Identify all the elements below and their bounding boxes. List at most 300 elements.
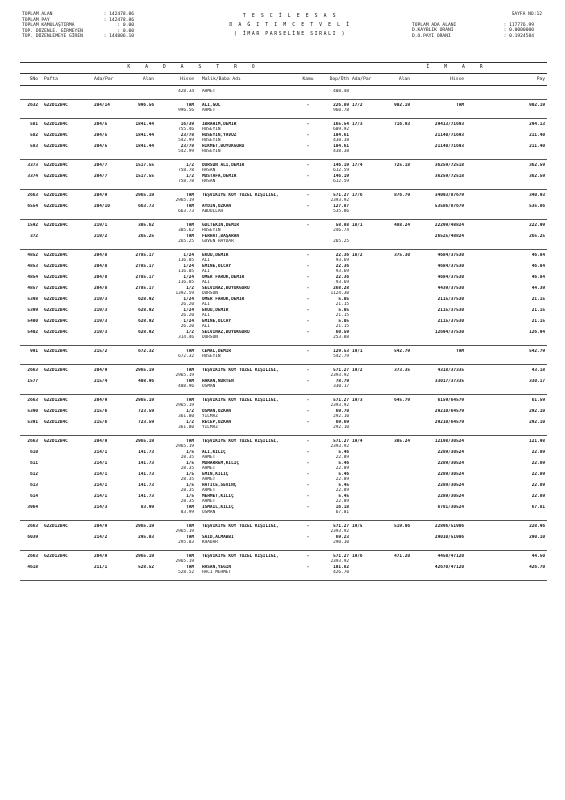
cell-hisse: TAM bbox=[186, 102, 194, 108]
cell-malik: HASAN bbox=[202, 179, 216, 184]
cell-sno bbox=[20, 108, 40, 114]
cell-hisse: 428.34 bbox=[178, 89, 194, 94]
cell-malik: AHMET bbox=[202, 108, 216, 113]
cell-alan bbox=[124, 108, 154, 114]
cell-pafta: G22D12B4C bbox=[44, 367, 68, 373]
cell-alan bbox=[124, 149, 154, 155]
cell-dop: 58.88 bbox=[335, 222, 349, 228]
cell-pafta: G22D12B4C bbox=[44, 222, 68, 228]
cell-sno: 612 bbox=[30, 471, 38, 477]
cell-dop: 571.27 bbox=[333, 553, 349, 559]
cell-iadapar: 17/4 bbox=[352, 162, 363, 168]
cell-hisse: 1/24 bbox=[183, 263, 194, 269]
cell-sno bbox=[20, 239, 40, 245]
cell-dop: 69.70 bbox=[335, 408, 349, 414]
cell-pay bbox=[464, 384, 547, 390]
cell-dop: 22.36 bbox=[335, 252, 349, 258]
cell-dop: 22.36 bbox=[335, 274, 349, 280]
cell-ihisse: 2289/30524 bbox=[437, 449, 464, 455]
cell-dop: 146.19 bbox=[333, 162, 349, 168]
cell-sno: 3374 bbox=[27, 173, 38, 179]
cell-iadapar bbox=[349, 570, 380, 576]
cell-alan: 723.59 bbox=[138, 408, 154, 414]
cell-pay: 21.15 bbox=[531, 307, 545, 313]
cell-alan: 2785.17 bbox=[135, 263, 154, 269]
cell-adapar bbox=[94, 89, 124, 95]
cell-hisse: 28.35 bbox=[180, 488, 194, 493]
cell-adapar: 219/3 bbox=[94, 296, 108, 302]
cell-malik: DURSUN ALİ,DEMİR bbox=[202, 162, 245, 168]
cell-sno: 5402 bbox=[27, 329, 38, 335]
cell-alan: 2965.19 bbox=[135, 523, 154, 529]
cell-pay bbox=[464, 354, 547, 360]
cell-pafta: G22D12B4C bbox=[44, 296, 68, 302]
cell-pay: 67.81 bbox=[531, 504, 545, 510]
cell-alan: 628.92 bbox=[138, 318, 154, 324]
col-imar-ada-par: Ada/Par bbox=[352, 77, 372, 82]
cell-pay: 44.50 bbox=[531, 553, 545, 559]
cell-pay bbox=[464, 89, 547, 95]
total-label: TOPLAM ALAN bbox=[22, 12, 53, 17]
cell-hisse: 23/78 bbox=[180, 143, 194, 149]
cell-dop: 268.28 bbox=[333, 285, 349, 291]
cell-dop: 292.10 bbox=[333, 414, 349, 419]
cell-pafta: G22D12B4C bbox=[44, 285, 68, 291]
cell-alan: 1841.44 bbox=[135, 121, 154, 127]
cell-malik: AHMET bbox=[202, 89, 216, 94]
cell-ialan bbox=[380, 425, 410, 431]
cell-malik: EMİNE,OLCAY bbox=[202, 263, 232, 269]
cell-malik: HASAN bbox=[202, 168, 216, 173]
cell-dop: 265.25 bbox=[333, 239, 349, 244]
cell-dop: 22.89 bbox=[335, 466, 349, 471]
cell-dop: 5.46 bbox=[338, 471, 349, 477]
cell-adapar: 219/1 bbox=[94, 222, 108, 228]
cell-ihisse bbox=[410, 384, 464, 390]
cell-malik: YILMAZ bbox=[202, 425, 218, 430]
cell-pafta: G22D12B4C bbox=[44, 523, 68, 529]
cell-ihisse bbox=[410, 335, 464, 341]
cell-dop: 253.88 bbox=[333, 335, 349, 340]
cell-pafta bbox=[40, 384, 94, 390]
cell-malik: ABDULLAH bbox=[202, 209, 224, 214]
cell-pay: 43.18 bbox=[531, 367, 545, 373]
cell-iadapar bbox=[349, 510, 380, 516]
cell-ihisse: 12198/30524 bbox=[434, 438, 464, 444]
cell-sno: 4618 bbox=[27, 564, 38, 570]
cell-hisse: 16/39 bbox=[180, 121, 194, 127]
cell-dop: 571.27 bbox=[333, 438, 349, 444]
cell-iadapar: 19/2 bbox=[352, 367, 363, 373]
cell-pay: 362.59 bbox=[529, 173, 545, 179]
cell-ialan: 519.06 bbox=[394, 523, 410, 529]
cell-alan: 2965.19 bbox=[135, 192, 154, 198]
cell-hisse: TAM bbox=[186, 438, 194, 444]
cell-dop: 146.19 bbox=[333, 173, 349, 179]
cell-ihisse: 21140/71693 bbox=[434, 132, 464, 138]
cell-hisse: 26.20 bbox=[180, 313, 194, 318]
cell-pafta: G22D12B4C bbox=[44, 102, 68, 108]
total-label: TOPLAM PAY bbox=[22, 17, 50, 23]
cell-dop: 571.27 bbox=[333, 523, 349, 529]
cell-kasa bbox=[297, 570, 319, 576]
cell-malik: ALİ bbox=[202, 302, 210, 307]
cell-dop: 16.18 bbox=[335, 504, 349, 510]
cell-hisse: TAM bbox=[186, 534, 194, 540]
cell-hisse: 295.03 bbox=[178, 540, 194, 545]
cell-dop: 426.70 bbox=[333, 570, 349, 575]
cell-adapar: 204/10 bbox=[94, 203, 110, 209]
cell-pay bbox=[464, 179, 547, 185]
cell-pay: 121.98 bbox=[529, 438, 545, 444]
cell-malik: ALİ bbox=[202, 258, 210, 263]
cell-pafta bbox=[40, 510, 94, 516]
cell-hisse: 758.78 bbox=[178, 168, 194, 173]
cell-kasa: - bbox=[306, 449, 310, 455]
cell-hisse: 1/2 bbox=[186, 419, 194, 425]
cell-dop: 104.61 bbox=[333, 132, 349, 138]
cell-adapar: 204/9 bbox=[94, 367, 108, 373]
cell-ihisse: 21140/71693 bbox=[434, 143, 464, 149]
cell-hisse: 1/24 bbox=[183, 318, 194, 324]
cell-kasa bbox=[297, 335, 319, 341]
cell-dop: 60.59 bbox=[335, 329, 349, 335]
cell-malik: ALİ,GÜL bbox=[202, 102, 221, 108]
cell-ihisse: 4684/37530 bbox=[437, 263, 464, 269]
cell-ihisse: 53586/87679 bbox=[434, 203, 464, 209]
cell-kasa: - bbox=[306, 252, 310, 258]
cell-hisse: 1/24 bbox=[183, 252, 194, 258]
cell-kasa: - bbox=[306, 143, 310, 149]
cell-pay: 22.89 bbox=[531, 449, 545, 455]
cell-adapar bbox=[94, 570, 124, 576]
cell-kasa: - bbox=[306, 438, 310, 444]
cell-dop: 438.38 bbox=[333, 149, 349, 154]
cell-hisse: 83.99 bbox=[180, 510, 194, 515]
cell-pafta bbox=[40, 335, 94, 341]
cell-kasa: - bbox=[306, 203, 310, 209]
cell-ihisse: 6781/30524 bbox=[437, 504, 464, 510]
cell-hisse: 2965.19 bbox=[175, 529, 194, 534]
cell-dop: 22.89 bbox=[335, 499, 349, 504]
cell-pay: 22.89 bbox=[531, 471, 545, 477]
total-label: TOP. DÜZENLEMEYE GİREN bbox=[22, 34, 83, 40]
cell-pafta: G22D12B4C bbox=[44, 263, 68, 269]
cell-iadapar bbox=[349, 239, 380, 245]
cell-ihisse bbox=[410, 540, 464, 546]
cell-alan: 663.73 bbox=[138, 203, 154, 209]
cell-alan: 2785.17 bbox=[135, 252, 154, 258]
cell-sno: 6554 bbox=[27, 203, 38, 209]
cell-pay: 902.19 bbox=[529, 102, 545, 108]
cell-alan bbox=[124, 384, 154, 390]
cell-ihisse: 29210/64579 bbox=[434, 419, 464, 425]
kadastro-heading: K A D A S T R O bbox=[127, 65, 261, 70]
cell-hisse: 2965.19 bbox=[175, 198, 194, 203]
cell-alan bbox=[124, 179, 154, 185]
cell-sno bbox=[20, 354, 40, 360]
cell-iadapar: 18/1 bbox=[352, 222, 363, 228]
cell-ihisse: 4684/37530 bbox=[437, 274, 464, 280]
cell-malik: MUSTAFA,DEMİR bbox=[202, 173, 237, 179]
cell-hisse: 408.96 bbox=[178, 384, 194, 389]
cell-kasa: - bbox=[306, 471, 310, 477]
cell-hisse: 2965.19 bbox=[175, 444, 194, 449]
cell-pay: 228.96 bbox=[529, 523, 545, 529]
cell-pafta bbox=[40, 570, 94, 576]
table-row bbox=[20, 425, 547, 431]
cell-pafta bbox=[40, 239, 94, 245]
cell-kasa: - bbox=[306, 378, 310, 384]
cell-alan: 1517.55 bbox=[135, 162, 154, 168]
col-kamu: Kamu bbox=[302, 77, 314, 82]
cell-kasa: - bbox=[306, 162, 310, 168]
cell-dop: 246.74 bbox=[333, 228, 349, 233]
cell-hisse: 542.99 bbox=[178, 149, 194, 154]
cell-dop: 5.46 bbox=[338, 460, 349, 466]
ratio-value: : 117776.99 bbox=[503, 22, 534, 28]
cell-ihisse: 36259/72518 bbox=[434, 173, 464, 179]
cell-sno: 372 bbox=[30, 233, 38, 239]
cell-malik: OSMAN,ÖZKAN bbox=[202, 408, 232, 414]
cell-sno: 6039 bbox=[27, 534, 38, 540]
cell-adapar: 204/7 bbox=[94, 173, 108, 179]
cell-pay: 21.15 bbox=[531, 318, 545, 324]
cell-pay bbox=[464, 510, 547, 516]
cell-kasa bbox=[297, 239, 319, 245]
cell-iadapar bbox=[349, 354, 380, 360]
cell-ialan: 716.93 bbox=[394, 121, 410, 127]
cell-malik: YILMAZ bbox=[202, 414, 218, 419]
cell-ialan bbox=[380, 354, 410, 360]
cell-dop: 101.82 bbox=[333, 564, 349, 570]
cell-hisse: 26.20 bbox=[180, 324, 194, 329]
cell-pay: 222.99 bbox=[529, 222, 545, 228]
cell-alan bbox=[124, 354, 154, 360]
cell-ihisse bbox=[410, 108, 464, 114]
cell-pay: 535.86 bbox=[529, 203, 545, 209]
cell-adapar: 219/3 bbox=[94, 318, 108, 324]
cell-ihisse bbox=[410, 149, 464, 155]
cell-ihisse: 2115/37530 bbox=[437, 318, 464, 324]
cell-hisse: 672.32 bbox=[178, 354, 194, 359]
cell-malik: İBRAHİM,DEMİR bbox=[202, 121, 237, 127]
col-sno: SNo bbox=[29, 77, 38, 82]
cell-alan: 305.62 bbox=[138, 222, 154, 228]
cell-malik: AHMET bbox=[202, 488, 216, 493]
cell-adapar: 219/3 bbox=[94, 329, 108, 335]
cell-pay: 44.39 bbox=[531, 285, 545, 291]
cell-ihisse: 33017/37335 bbox=[434, 378, 464, 384]
cell-malik: HATİCE,SEVİNÇ bbox=[202, 482, 237, 488]
cell-hisse: 758.78 bbox=[178, 179, 194, 184]
cell-ihisse: 12694/37530 bbox=[434, 329, 464, 335]
cell-adapar: 204/8 bbox=[94, 274, 108, 280]
cell-dop: 2393.92 bbox=[330, 403, 349, 408]
cell-pafta: G22D12B4C bbox=[44, 307, 68, 313]
cell-malik: RECEP,ÖZKAN bbox=[202, 419, 232, 425]
cell-malik: ALİ,KILIÇ bbox=[202, 449, 226, 455]
parcel-group bbox=[20, 551, 547, 581]
cell-iadapar: 17/6 bbox=[352, 192, 363, 198]
cell-sno bbox=[20, 335, 40, 341]
cell-malik: AHMET bbox=[202, 477, 216, 482]
parcel-group bbox=[20, 436, 547, 521]
cell-pay: 542.79 bbox=[529, 348, 545, 354]
cell-pay bbox=[464, 335, 547, 341]
cell-alan: 295.03 bbox=[138, 534, 154, 540]
cell-malik: TEŞVİKİYE KÖY TÜZEL KİŞİLİĞİ, bbox=[202, 553, 279, 559]
title-line: D A Ğ I T I M C E T V E L İ bbox=[229, 23, 351, 28]
cell-malik: ALİ bbox=[202, 280, 210, 285]
table-row bbox=[20, 209, 547, 215]
cell-malik: HÜSEYİN bbox=[202, 138, 221, 143]
section-headings bbox=[20, 62, 547, 73]
cell-dop: 2393.92 bbox=[330, 559, 349, 564]
cell-kasa: - bbox=[306, 504, 310, 510]
cell-kasa: - bbox=[306, 460, 310, 466]
cell-adapar: 215/2 bbox=[94, 348, 108, 354]
parcel-group bbox=[20, 100, 547, 119]
cell-ialan bbox=[380, 335, 410, 341]
totals-block bbox=[22, 12, 142, 40]
cell-dop: 93.69 bbox=[335, 269, 349, 274]
cell-iadapar bbox=[349, 384, 380, 390]
cell-adapar: 204/9 bbox=[94, 192, 108, 198]
table-row bbox=[20, 540, 547, 546]
cell-adapar bbox=[94, 510, 124, 516]
cell-pay: 211.40 bbox=[529, 132, 545, 138]
cell-kasa bbox=[297, 209, 319, 215]
cell-hisse: 755.46 bbox=[178, 127, 194, 132]
cell-ialan bbox=[380, 179, 410, 185]
cell-dop: 104.61 bbox=[333, 143, 349, 149]
cell-ihisse: 29210/64579 bbox=[434, 408, 464, 414]
cell-pay: 211.40 bbox=[529, 143, 545, 149]
cell-alan: 628.92 bbox=[138, 296, 154, 302]
cell-kasa bbox=[297, 89, 319, 95]
total-value: : 0.00 bbox=[117, 23, 134, 29]
cell-dop: 69.69 bbox=[335, 419, 349, 425]
cell-pafta: G22D12B4C bbox=[44, 192, 68, 198]
cell-adapar bbox=[94, 209, 124, 215]
cell-kasa: - bbox=[306, 553, 310, 559]
cell-iadapar: 19/1 bbox=[352, 348, 363, 354]
cell-dop: 290.10 bbox=[333, 540, 349, 545]
cell-malik: HÜSEYİN,YAVUZ bbox=[202, 132, 237, 138]
cell-pafta: G22D12B4C bbox=[44, 318, 68, 324]
cell-sno: 2663 bbox=[27, 438, 38, 444]
cell-dop: 438.38 bbox=[333, 138, 349, 143]
cell-malik: FERHAT,BAŞARAN bbox=[202, 233, 240, 239]
cell-iadapar bbox=[349, 149, 380, 155]
cell-pay: 22.89 bbox=[531, 482, 545, 488]
cell-hisse: 1/24 bbox=[183, 274, 194, 280]
cell-adapar: 204/9 bbox=[94, 397, 108, 403]
cell-dop: 22.89 bbox=[335, 488, 349, 493]
cell-sno bbox=[20, 89, 40, 95]
cell-dop: 330.17 bbox=[333, 384, 349, 389]
cell-hisse: 305.62 bbox=[178, 228, 194, 233]
cell-ihisse: 4684/37530 bbox=[437, 252, 464, 258]
cell-alan bbox=[124, 209, 154, 215]
cell-adapar: 204/8 bbox=[94, 263, 108, 269]
cell-alan: 408.96 bbox=[138, 378, 154, 384]
cell-alan: 2785.17 bbox=[135, 274, 154, 280]
cell-kasa bbox=[297, 540, 319, 546]
cell-adapar: 215/4 bbox=[94, 378, 108, 384]
cell-adapar bbox=[94, 425, 124, 431]
parcel-group bbox=[20, 190, 547, 220]
cell-kasa: - bbox=[306, 222, 310, 228]
cell-adapar: 214/1 bbox=[94, 471, 108, 477]
cell-dop: 292.10 bbox=[333, 425, 349, 430]
cell-alan bbox=[124, 540, 154, 546]
cell-kasa: - bbox=[306, 482, 310, 488]
cell-pafta bbox=[40, 149, 94, 155]
cell-adapar: 215/6 bbox=[94, 408, 108, 414]
cell-dop: 5.05 bbox=[338, 296, 349, 302]
cell-kasa bbox=[297, 108, 319, 114]
cell-kasa bbox=[297, 149, 319, 155]
cell-alan: 2965.19 bbox=[135, 397, 154, 403]
cell-hisse: 1/5 bbox=[186, 449, 194, 455]
cell-adapar: 204/14 bbox=[94, 102, 110, 108]
table-body bbox=[20, 86, 547, 581]
cell-pay: 46.84 bbox=[531, 263, 545, 269]
cell-ihisse: 2289/30524 bbox=[437, 482, 464, 488]
cell-alan: 672.32 bbox=[138, 348, 154, 354]
cell-alan: 723.59 bbox=[138, 419, 154, 425]
cell-malik: EKÜÜ,DEMİR bbox=[202, 252, 229, 258]
cell-adapar: 204/8 bbox=[94, 285, 108, 291]
cell-alan bbox=[124, 335, 154, 341]
cell-pay: 22.89 bbox=[531, 493, 545, 499]
cell-alan: 1517.55 bbox=[135, 173, 154, 179]
cell-adapar bbox=[94, 335, 124, 341]
cell-ialan: 488.24 bbox=[394, 222, 410, 228]
cell-alan: 2965.19 bbox=[135, 553, 154, 559]
parcel-group bbox=[20, 119, 547, 160]
cell-ialan: 645.79 bbox=[394, 397, 410, 403]
cell-malik: EMİN,KILIÇ bbox=[202, 471, 229, 477]
cell-alan: 628.92 bbox=[138, 307, 154, 313]
col-pay: Pay bbox=[536, 77, 545, 82]
cell-ialan bbox=[380, 384, 410, 390]
table-row bbox=[20, 239, 547, 245]
cell-adapar: 204/9 bbox=[94, 438, 108, 444]
cell-dop: 93.69 bbox=[335, 258, 349, 263]
cell-kasa: - bbox=[306, 408, 310, 414]
cell-kasa: - bbox=[306, 285, 310, 291]
cell-ihisse bbox=[410, 89, 464, 95]
cell-hisse: 2965.19 bbox=[175, 403, 194, 408]
cell-pay bbox=[464, 425, 547, 431]
cell-hisse: 1/5 bbox=[186, 471, 194, 477]
parcel-group bbox=[20, 346, 547, 365]
cell-pafta: G22D12B4C bbox=[44, 408, 68, 414]
cell-sno bbox=[20, 209, 40, 215]
cell-dop: 21.15 bbox=[335, 302, 349, 307]
cell-hisse: TAM bbox=[186, 348, 194, 354]
cell-hisse: TAM bbox=[186, 222, 194, 228]
cell-malik: TEŞVİKİYE KÖY TÜZEL KİŞİLİĞİ, bbox=[202, 192, 279, 198]
cell-dop: 2393.92 bbox=[330, 529, 349, 534]
cell-iadapar: 19/6 bbox=[352, 553, 363, 559]
cell-sno: 5391 bbox=[27, 419, 38, 425]
distribution-table-page bbox=[20, 10, 547, 581]
cell-ihisse: 2289/30524 bbox=[437, 460, 464, 466]
